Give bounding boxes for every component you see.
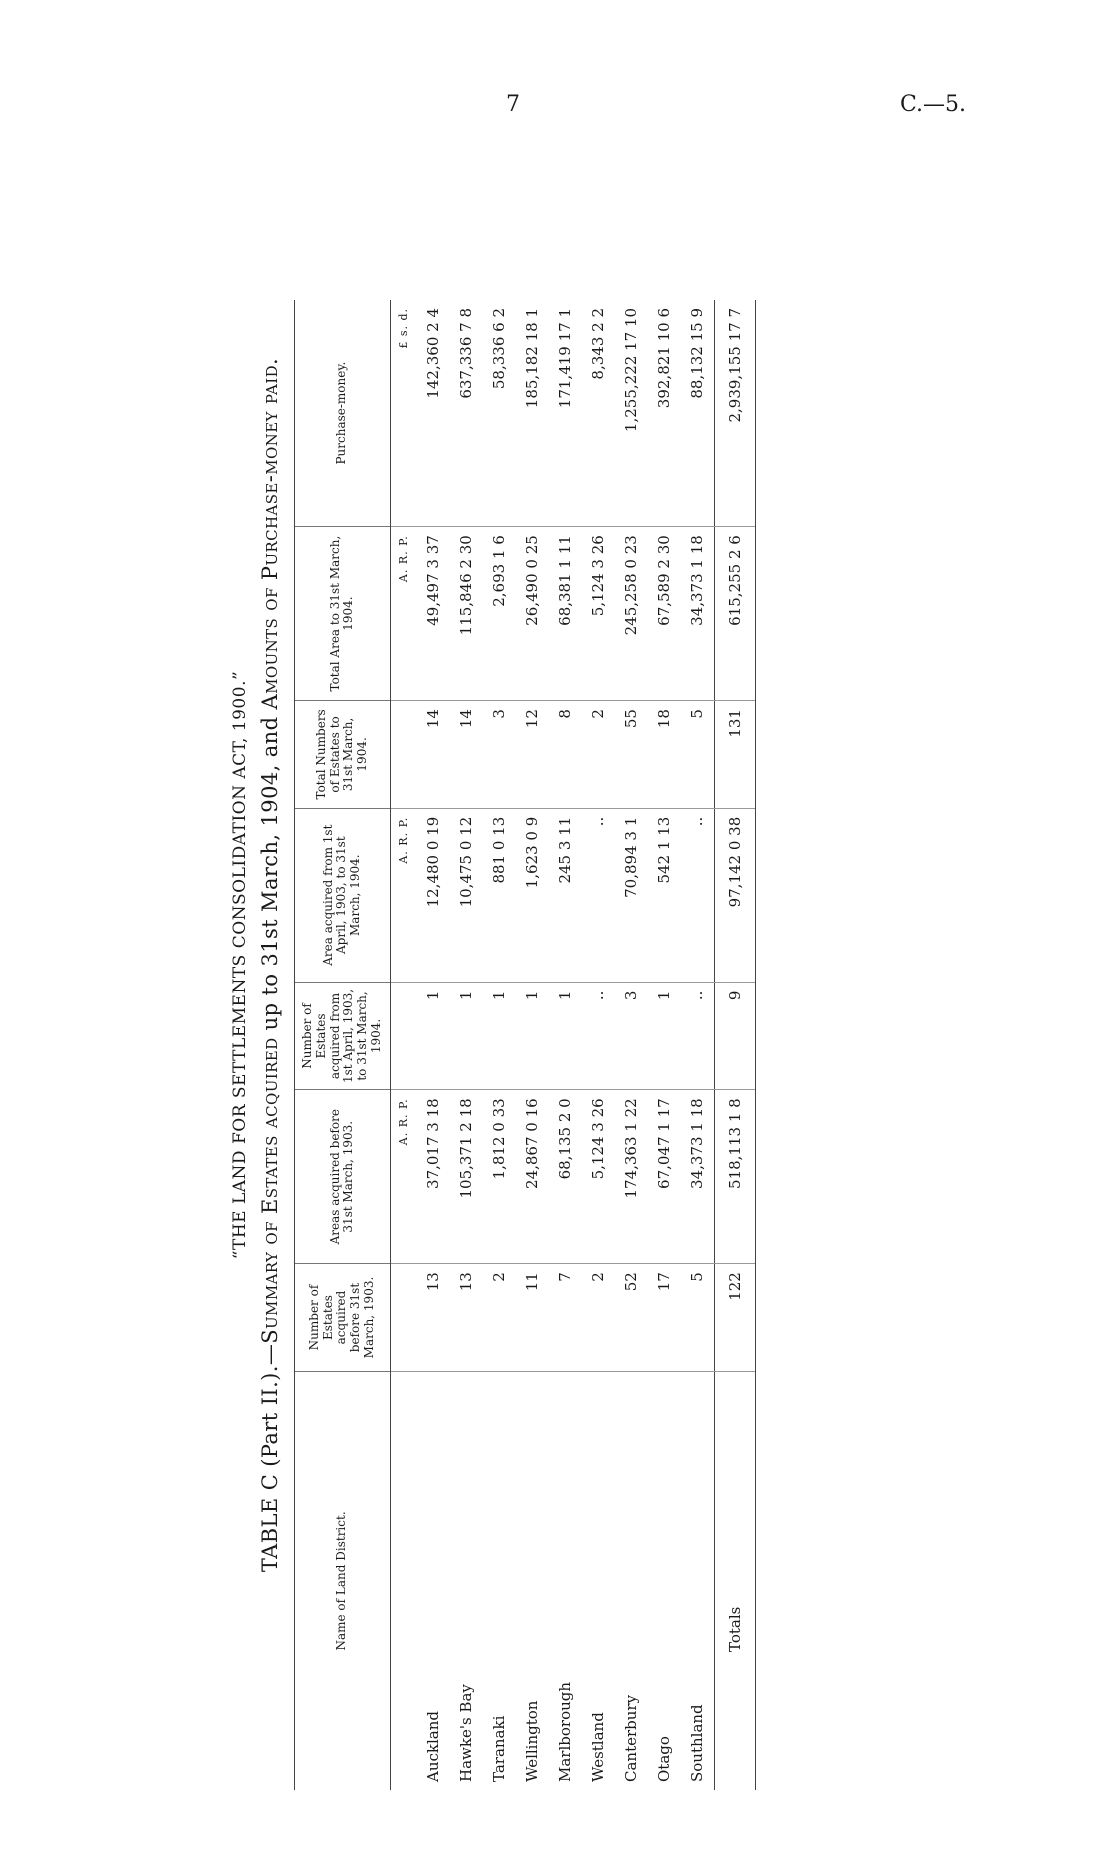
- table-title-prefix: TABLE C (Part II.).—: [258, 1343, 282, 1573]
- cell-district: Wellington: [523, 1700, 542, 1782]
- header-area-during: Area acquired from 1st April, 1903, to 31st March, 1904.: [295, 808, 391, 982]
- cell-num-before: 17: [648, 1264, 681, 1372]
- cell-num-total: 3: [483, 701, 516, 809]
- cell-money: 8,343 2 2: [582, 300, 615, 527]
- cell-money: 142,360 2 4: [417, 300, 450, 527]
- cell-num-before: 5: [681, 1264, 715, 1372]
- cell-area-total: 115,846 2 30: [450, 527, 483, 701]
- cell-num-before: 2: [483, 1264, 516, 1372]
- table-row: [516, 300, 549, 1790]
- cell-area-before: 105,371 2 18: [450, 1090, 483, 1264]
- table-title-amounts: Amounts of Purchase-money paid.: [258, 357, 282, 710]
- units-area: A. R. P.: [390, 808, 417, 982]
- cell-money: 88,132 15 9: [681, 300, 715, 527]
- table-body: [417, 300, 715, 1790]
- cell-num-total: 12: [516, 701, 549, 809]
- cell-money: 58,336 6 2: [483, 300, 516, 527]
- table-row: [648, 300, 681, 1790]
- totals-area-total: 615,255 2 6: [714, 527, 755, 701]
- cell-money: 185,182 18 1: [516, 300, 549, 527]
- cell-district: Southland: [688, 1704, 707, 1782]
- cell-num-before: 52: [615, 1264, 648, 1372]
- cell-area-during: 1,623 0 9: [516, 808, 549, 982]
- cell-area-before: 5,124 3 26: [582, 1090, 615, 1264]
- cell-money: 171,419 17 1: [549, 300, 582, 527]
- cell-num-during: ..: [681, 982, 715, 1090]
- cell-district: Canterbury: [622, 1694, 641, 1782]
- cell-area-during: 70,894 3 1: [615, 808, 648, 982]
- cell-num-during: 1: [483, 982, 516, 1090]
- cell-area-total: 68,381 1 11: [549, 527, 582, 701]
- totals-area-during: 97,142 0 38: [714, 808, 755, 982]
- cell-area-before: 68,135 2 0: [549, 1090, 582, 1264]
- cell-district: Marlborough: [556, 1681, 575, 1782]
- header-area-total: Total Area to 31st March, 1904.: [295, 527, 391, 701]
- cell-district: Taranaki: [490, 1715, 509, 1782]
- cell-area-total: 49,497 3 37: [417, 527, 450, 701]
- page-number: 7: [506, 92, 520, 117]
- units-area: A. R. P.: [390, 1090, 417, 1264]
- header-num-before: Number of Estates acquired before 31st March, 1903.: [295, 1264, 391, 1372]
- totals-row: [714, 300, 755, 1790]
- cell-num-during: 1: [450, 982, 483, 1090]
- cell-area-during: ..: [582, 808, 615, 982]
- table-row: [615, 300, 648, 1790]
- cell-district: Hawke's Bay: [457, 1684, 476, 1782]
- cell-area-total: 34,373 1 18: [681, 527, 715, 701]
- header-district: Name of Land District.: [295, 1371, 391, 1790]
- cell-num-before: 13: [417, 1264, 450, 1372]
- cell-money: 392,821 10 6: [648, 300, 681, 527]
- cell-area-before: 37,017 3 18: [417, 1090, 450, 1264]
- cell-num-before: 7: [549, 1264, 582, 1372]
- cell-num-during: 1: [648, 982, 681, 1090]
- cell-area-during: 10,475 0 12: [450, 808, 483, 982]
- totals-money: 2,939,155 17 7: [714, 300, 755, 527]
- cell-num-during: 3: [615, 982, 648, 1090]
- table-row: [582, 300, 615, 1790]
- header-num-during: Number of Estates acquired from 1st April, 1903, to 31st March, 1904.: [295, 982, 391, 1090]
- cell-num-total: 14: [450, 701, 483, 809]
- cell-area-before: 174,363 1 22: [615, 1090, 648, 1264]
- cell-area-total: 245,258 0 23: [615, 527, 648, 701]
- cell-area-before: 34,373 1 18: [681, 1090, 715, 1264]
- cell-area-during: ..: [681, 808, 715, 982]
- cell-area-before: 67,047 1 17: [648, 1090, 681, 1264]
- cell-area-during: 881 0 13: [483, 808, 516, 982]
- table-title-summary: Summary of Estates acquired: [258, 1037, 282, 1344]
- cell-num-before: 11: [516, 1264, 549, 1372]
- cell-num-total: 2: [582, 701, 615, 809]
- cell-money: 637,336 7 8: [450, 300, 483, 527]
- table-title-middle: up to 31st March, 1904, and: [258, 709, 282, 1038]
- cell-num-during: 1: [516, 982, 549, 1090]
- units-row: [390, 300, 417, 1790]
- table-row: [681, 300, 715, 1790]
- act-title: “THE LAND FOR SETTLEMENTS CONSOLIDATION ACT, 1900.”: [230, 670, 250, 1260]
- cell-num-total: 14: [417, 701, 450, 809]
- cell-area-before: 1,812 0 33: [483, 1090, 516, 1264]
- totals-num-total: 131: [714, 701, 755, 809]
- cell-area-during: 245 3 11: [549, 808, 582, 982]
- totals-area-before: 518,113 1 8: [714, 1090, 755, 1264]
- document-reference: C.—5.: [900, 92, 967, 117]
- table-row: [417, 300, 450, 1790]
- cell-area-during: 542 1 13: [648, 808, 681, 982]
- header-money: Purchase-money.: [295, 300, 391, 527]
- cell-num-before: 2: [582, 1264, 615, 1372]
- cell-num-total: 8: [549, 701, 582, 809]
- cell-money: 1,255,222 17 10: [615, 300, 648, 527]
- cell-area-total: 26,490 0 25: [516, 527, 549, 701]
- totals-label: Totals: [714, 1371, 755, 1790]
- rotated-table-block: [230, 120, 810, 1810]
- units-money: £ s. d.: [390, 300, 417, 527]
- cell-num-total: 5: [681, 701, 715, 809]
- cell-num-during: ..: [582, 982, 615, 1090]
- cell-num-total: 18: [648, 701, 681, 809]
- summary-table: [294, 300, 756, 1790]
- cell-num-during: 1: [417, 982, 450, 1090]
- cell-area-total: 5,124 3 26: [582, 527, 615, 701]
- table-row: [483, 300, 516, 1790]
- cell-num-before: 13: [450, 1264, 483, 1372]
- header-num-total: Total Numbers of Estates to 31st March, 1904.: [295, 701, 391, 809]
- cell-num-total: 55: [615, 701, 648, 809]
- cell-district: Otago: [655, 1736, 674, 1782]
- totals-num-before: 122: [714, 1264, 755, 1372]
- cell-district: Auckland: [424, 1711, 443, 1782]
- cell-area-total: 2,693 1 6: [483, 527, 516, 701]
- table-header-row: [295, 300, 391, 1790]
- cell-area-during: 12,480 0 19: [417, 808, 450, 982]
- cell-area-before: 24,867 0 16: [516, 1090, 549, 1264]
- cell-area-total: 67,589 2 30: [648, 527, 681, 701]
- table-row: [450, 300, 483, 1790]
- cell-district: Westland: [589, 1712, 608, 1782]
- totals-num-during: 9: [714, 982, 755, 1090]
- cell-num-during: 1: [549, 982, 582, 1090]
- table-title: [258, 120, 282, 1810]
- units-area: A. R. P.: [390, 527, 417, 701]
- header-area-before: Areas acquired before 31st March, 1903.: [295, 1090, 391, 1264]
- table-row: [549, 300, 582, 1790]
